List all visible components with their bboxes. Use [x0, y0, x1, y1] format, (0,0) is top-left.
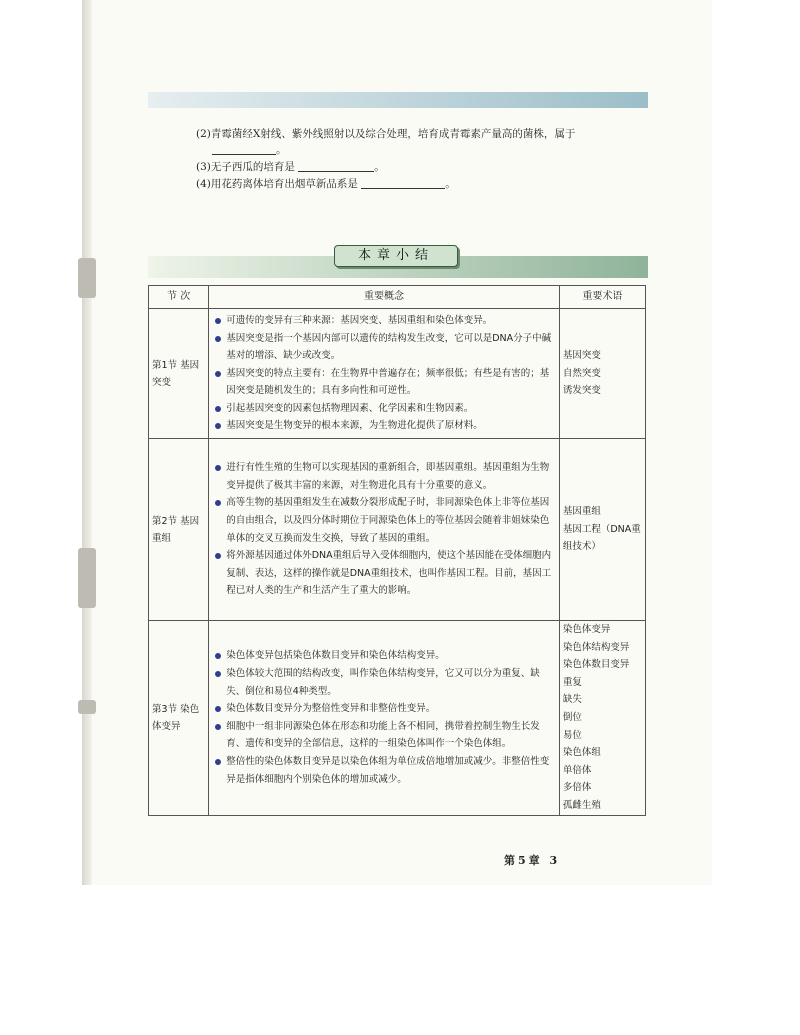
concept-text: 整倍性的染色体数目变异是以染色体组为单位成倍地增加或减少。非整倍性变异是指体细胞内个别染色体的增加或减少。: [226, 755, 550, 785]
concept-text: 基因突变是生物变异的根本来源，为生物进化提供了原材料。: [226, 420, 483, 432]
question-text: (3)无子西瓜的培育是: [196, 161, 295, 173]
concept-item: [215, 718, 556, 753]
bullet-icon: [215, 371, 221, 377]
answer-blank: [361, 178, 445, 189]
term-item: 易位: [562, 729, 582, 741]
answer-blank: [298, 161, 374, 172]
term-item: 染色体组: [562, 747, 601, 759]
term-item: 基因工程（DNA重组技术）: [562, 523, 641, 553]
term-item: 基因重组: [562, 506, 601, 518]
concept-item: [215, 459, 556, 494]
torn-edge-mark: [78, 258, 96, 298]
term-item: 倒位: [562, 711, 582, 723]
concept-text: 可遗传的变异有三种来源：基因突变、基因重组和染色体变异。: [226, 314, 493, 326]
answer-blank: [212, 144, 276, 155]
bullet-icon: [215, 500, 221, 506]
term-item: 自然突变: [562, 367, 601, 379]
torn-edge-mark: [78, 700, 96, 714]
concept-text: 染色体数目变异分为整倍性变异和非整倍性变异。: [226, 703, 436, 715]
concept-item: [215, 400, 556, 418]
table-row: [149, 439, 646, 621]
bullet-icon: [215, 423, 221, 429]
question-2: [196, 127, 575, 141]
header-terms: 重要术语: [559, 286, 645, 309]
section-cell: 第3节 染色体变异: [149, 621, 209, 816]
bullet-icon: [215, 465, 221, 471]
table-row: [149, 621, 646, 816]
summary-table: [148, 285, 646, 816]
bullet-icon: [215, 406, 221, 412]
question-text: (2)青霉菌经X射线、紫外线照射以及综合处理，培育成青霉素产量高的菌株，属于: [196, 128, 576, 140]
bullet-icon: [215, 318, 221, 324]
concept-item: [215, 665, 556, 700]
bullet-icon: [215, 759, 221, 765]
question-3: (3)无子西瓜的培育是 。: [196, 161, 385, 173]
concept-text: 高等生物的基因重组发生在减数分裂形成配子时，非同源染色体上非等位基因的自由组合，以及四分体时期位于同源染色体上的等位基因会随着非姐妹染色单体的交叉互换而发生交换，导致了基因的重组。: [226, 497, 550, 544]
concept-text: 基因突变是指一个基因内部可以遗传的结构发生改变，它可以是DNA分子中碱基对的增添、缺少或改变。: [226, 332, 552, 362]
header-band: [148, 92, 648, 108]
terms-cell: [559, 309, 645, 439]
concept-text: 引起基因突变的因素包括物理因素、化学因素和生物因素。: [226, 402, 474, 414]
concept-item: [215, 365, 556, 400]
header-concepts: 重要概念: [209, 286, 560, 309]
terms-cell: [559, 439, 645, 621]
question-2-blank-line: 。: [212, 143, 287, 157]
page-edge: [82, 0, 92, 885]
concepts-cell: [209, 621, 560, 816]
term-item: 染色体变异: [562, 624, 611, 635]
term-item: 基因突变: [562, 350, 601, 362]
concepts-cell: [209, 309, 560, 439]
bullet-icon: [215, 336, 221, 342]
concept-item: [215, 647, 556, 665]
term-item: 重复: [562, 676, 582, 688]
bullet-icon: [215, 724, 221, 730]
concept-text: 染色体变异包括染色体数目变异和染色体结构变异。: [226, 650, 445, 662]
concept-item: [215, 547, 556, 600]
page-footer: 第5章 3: [504, 854, 561, 867]
concept-item: [215, 494, 556, 547]
concept-item: [215, 753, 556, 788]
term-item: 染色体数目变异: [562, 659, 630, 671]
torn-edge-mark: [78, 548, 96, 608]
concepts-cell: [209, 439, 560, 621]
concept-text: 进行有性生殖的生物可以实现基因的重新组合，即基因重组。基因重组为生物变异提供了极其丰富的来源，对生物进化具有十分重要的意义。: [226, 462, 550, 491]
section-cell: 第1节 基因突变: [149, 309, 209, 439]
concept-text: 染色体较大范围的结构改变，叫作染色体结构变异，它又可以分为重复、缺失、倒位和易位4种类型。: [226, 667, 540, 697]
concept-item: [215, 312, 556, 330]
question-4: (4)用花药离体培育出烟草新品系是 。: [196, 178, 456, 190]
concept-text: 基因突变的特点主要有：在生物界中普遍存在；频率很低；有些是有害的；基因突变是随机发生的；具有多向性和可逆性。: [226, 367, 550, 397]
section-cell: 第2节 基因重组: [149, 439, 209, 621]
summary-title: 本章小结: [334, 245, 458, 267]
concept-item: [215, 330, 556, 365]
concept-text: 细胞中一组非同源染色体在形态和功能上各不相同，携带着控制生物生长发育、遗传和变异的全部信息，这样的一组染色体叫作一个染色体组。: [226, 720, 540, 750]
term-item: 单倍体: [562, 764, 592, 776]
header-section: 节 次: [149, 286, 209, 309]
bullet-icon: [215, 553, 221, 559]
concept-item: [215, 700, 556, 718]
term-item: 染色体结构变异: [562, 641, 630, 653]
concept-text: 将外源基因通过体外DNA重组后导入受体细胞内，使这个基因能在受体细胞内复制、表达，这样的操作就是DNA重组技术，也叫作基因工程。目前，基因工程已对人类的生产和生活产生了重大的影响。: [226, 550, 552, 597]
term-item: 诱发突变: [562, 385, 601, 397]
term-item: 缺失: [562, 694, 582, 706]
bullet-icon: [215, 706, 221, 712]
question-text: (4)用花药离体培育出烟草新品系是: [196, 178, 358, 190]
concept-item: [215, 417, 556, 435]
terms-cell: [559, 621, 645, 816]
table-row: [149, 309, 646, 439]
bullet-icon: [215, 671, 221, 677]
term-item: 孤雌生殖: [562, 799, 601, 811]
bullet-icon: [215, 653, 221, 659]
term-item: 多倍体: [562, 782, 592, 794]
